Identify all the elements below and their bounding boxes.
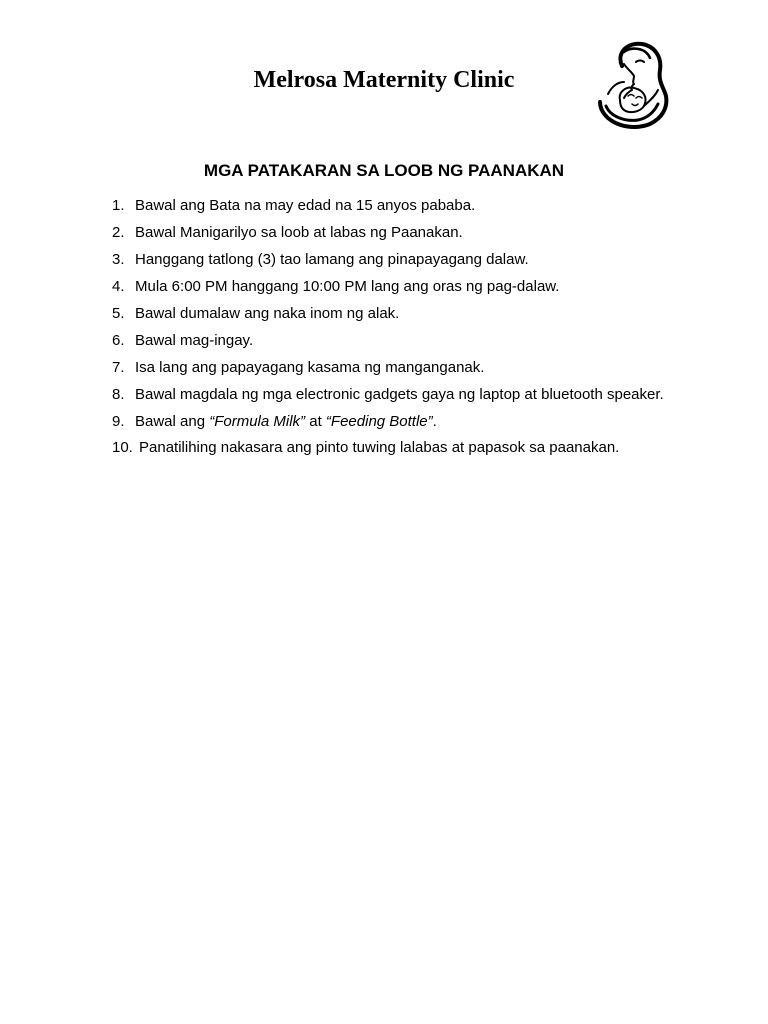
list-item-text: Hanggang tatlong (3) tao lamang ang pinapayagang dalaw.: [135, 251, 529, 269]
list-item-text: Bawal ang Bata na may edad na 15 anyos pababa.: [135, 197, 476, 215]
list-item: [112, 354, 712, 381]
list-item-number: 10.: [112, 439, 133, 457]
list-item-number: 5.: [112, 305, 125, 322]
list-item: [112, 327, 712, 354]
list-item: [112, 435, 712, 462]
list-item-text: Bawal Manigarilyo sa loob at labas ng Paanakan.: [135, 224, 463, 242]
list-item-number: 3.: [112, 251, 125, 269]
list-item-number: 6.: [112, 331, 125, 349]
rule-text-part: Bawal ang: [135, 412, 210, 430]
list-item-text: Isa lang ang papayagang kasama ng manganganak.: [135, 358, 485, 376]
mother-and-baby-icon: [588, 36, 682, 130]
list-item: [112, 381, 712, 408]
rules-list: [112, 193, 712, 462]
list-item-text: Bawal dumalaw ang naka inom ng alak.: [135, 305, 400, 322]
clinic-title: Melrosa Maternity Clinic: [253, 67, 515, 93]
list-item-number: 9.: [112, 412, 125, 430]
list-item-number: 2.: [112, 224, 125, 242]
list-item: [112, 247, 712, 274]
rule-text-part: at: [305, 412, 326, 430]
list-item: [112, 274, 712, 301]
list-item: [112, 193, 712, 220]
document-heading: MGA PATAKARAN SA LOOB NG PAANAKAN: [203, 161, 565, 180]
list-item-text: Bawal mag-ingay.: [135, 331, 254, 349]
list-item-text: Bawal magdala ng mga electronic gadgets gaya ng laptop at bluetooth speaker.: [135, 385, 664, 403]
list-item-number: 7.: [112, 358, 125, 376]
list-item-text: Panatilihing nakasara ang pinto tuwing lalabas at papasok sa paanakan.: [139, 439, 620, 457]
list-item-text: Mula 6:00 PM hanggang 10:00 PM lang ang oras ng pag-dalaw.: [135, 278, 560, 296]
formula-milk-term: “Formula Milk”: [209, 412, 306, 430]
list-item-number: 8.: [112, 385, 125, 403]
list-item-number: 4.: [112, 278, 125, 296]
feeding-bottle-term: “Feeding Bottle”: [325, 412, 433, 430]
list-item: [112, 301, 712, 328]
list-item: [112, 220, 712, 247]
list-item-number: 1.: [112, 197, 125, 215]
list-item: [112, 408, 712, 435]
list-item-text: [135, 412, 437, 432]
rule-text-part: .: [432, 412, 437, 430]
